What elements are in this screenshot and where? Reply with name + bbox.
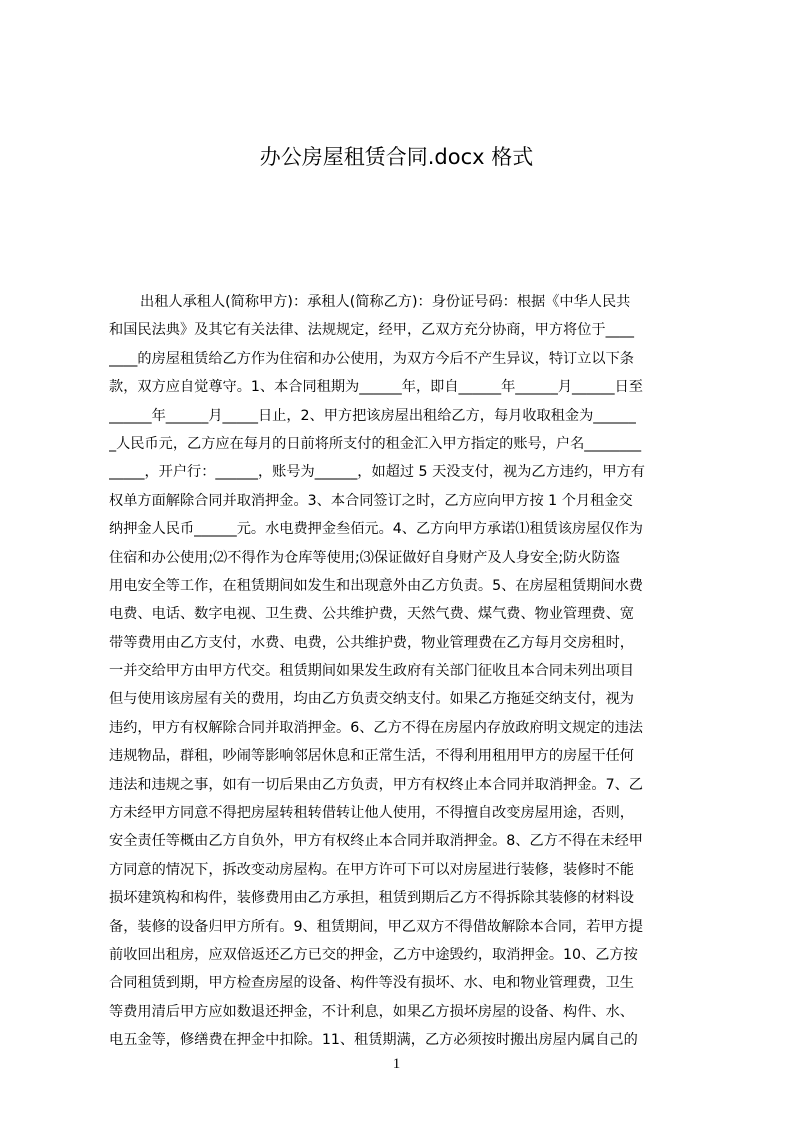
text-line: 和国民法典》及其它有关法律、法规规定，经甲，乙双方充分协商，甲方将位于____ [109, 322, 634, 339]
text-line: 备，装修的设备归甲方所有。9、租赁期间，甲乙双方不得借故解除本合同，若甲方提 [109, 918, 643, 935]
text-line: _人民币元，乙方应在每月的日前将所支付的租金汇入甲方指定的账号，户名________ [109, 435, 642, 452]
text-line: 违规物品，群租，吵闹等影响邻居休息和正常生活，不得利用租用甲方的房屋干任何 [109, 748, 634, 765]
text-line: 违约，甲方有权解除合同并取消押金。6、乙方不得在房屋内存放政府明文规定的违法 [109, 719, 643, 736]
text-line: _____，开户行：______，账号为______，如超过 5 天没支付，视为乙方违约，甲方有 [109, 464, 645, 481]
text-line: 带等费用由乙方支付，水费、电费，公共维护费，物业管理费在乙方每月交房租时， [109, 634, 634, 651]
text-line: 电费、电话、数字电视、卫生费、公共维护费，天然气费、煤气费、物业管理费、宽 [109, 606, 634, 623]
page-number: 1 [392, 1056, 401, 1072]
text-line: 损坏建筑构和构件，装修费用由乙方承担，租赁到期后乙方不得拆除其装修的材料设 [109, 890, 634, 907]
text-line: 住宿和办公使用;⑵不得作为仓库等使用;⑶保证做好自身财产及人身安全;防火防盗 [109, 549, 620, 566]
text-line: 合同租赁到期，甲方检查房屋的设备、构件等没有损坏、水、电和物业管理费，卫生 [109, 975, 634, 992]
document-title: 办公房屋租赁合同.docx 格式 [259, 145, 534, 169]
text-line: 出租人承租人(简称甲方)：承租人(简称乙方)：身份证号码：根据《中华人民共 [140, 294, 631, 310]
text-line: ____的房屋租赁给乙方作为住宿和办公使用，为双方今后不产生异议，特订立以下条 [109, 350, 634, 367]
contract-body [109, 288, 699, 1055]
text-line: 安全责任等概由乙方自负外，甲方有权终止本合同并取消押金。8、乙方不得在未经甲 [109, 833, 643, 850]
text-line: 用电安全等工作，在租赁期间如发生和出现意外由乙方负责。5、在房屋租赁期间水费 [109, 577, 643, 594]
text-line: 一并交给甲方由甲方代交。租赁期间如果发生政府有关部门征收且本合同未列出项目 [109, 663, 634, 680]
text-line: 违法和违规之事，如有一切后果由乙方负责，甲方有权终止本合同并取消押金。7、乙 [109, 776, 643, 793]
text-line: 方同意的情况下，拆改变动房屋构。在甲方许可下可以对房屋进行装修，装修时不能 [109, 861, 634, 878]
text-line: ______年______月_____日止，2、甲方把该房屋出租给乙方，每月收取租金为______ [109, 407, 636, 424]
text-line: 款，双方应自觉尊守。1、本合同租期为______年，即自______年______月______日至 [109, 379, 643, 396]
text-line: 电五金等，修缮费在押金中扣除。11、租赁期满，乙方必须按时搬出房屋内属自己的 [109, 1032, 638, 1049]
text-line: 但与使用该房屋有关的费用，均由乙方负责交纳支付。如果乙方拖延交纳支付，视为 [109, 691, 634, 708]
text-line: 纳押金人民币______元。水电费押金叁佰元。4、乙方向甲方承诺⑴租赁该房屋仅作为 [109, 521, 643, 538]
text-line: 权单方面解除合同并取消押金。3、本合同签订之时，乙方应向甲方按 1 个月租金交 [109, 492, 633, 509]
text-line: 方未经甲方同意不得把房屋转租转借转让他人使用，不得擅自改变房屋用途，否则， [109, 805, 634, 822]
text-line: 等费用清后甲方应如数退还押金，不计利息，如果乙方损坏房屋的设备、构件、水、 [109, 1003, 634, 1020]
text-line: 前收回出租房，应双倍返还乙方已交的押金，乙方中途毁约，取消押金。10、乙方按 [109, 946, 638, 963]
